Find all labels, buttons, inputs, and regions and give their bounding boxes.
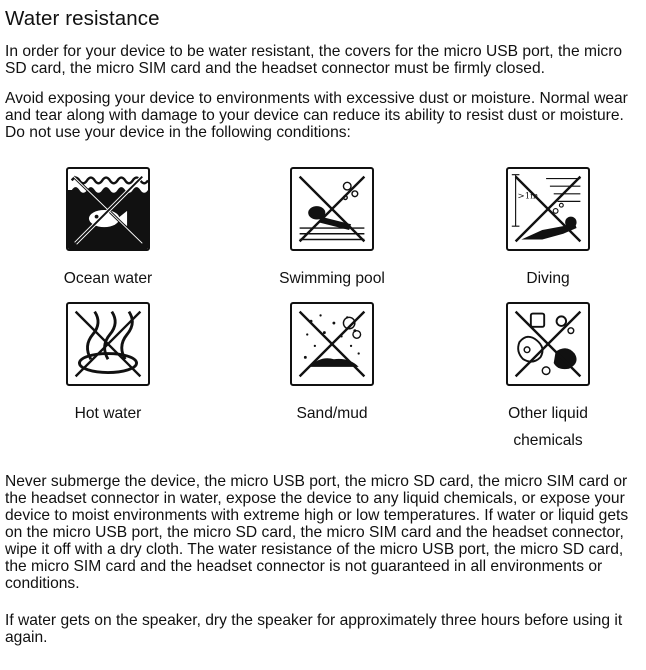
liquid-chemicals-icon <box>506 302 590 386</box>
condition-label: Ocean water <box>63 270 153 287</box>
condition-label: Hot water <box>74 405 142 422</box>
depth-label: >1m <box>517 191 539 202</box>
intro-paragraph: In order for your device to be water resistant, the covers for the micro USB port, the micro SD card, the micro SIM card and the headset connector must be firmly closed. <box>5 43 623 77</box>
condition-sand-mud <box>232 302 432 427</box>
diving-icon <box>506 167 590 251</box>
condition-label: Swimming pool <box>279 270 385 287</box>
condition-swimming-pool <box>232 167 432 292</box>
sand-mud-icon <box>290 302 374 386</box>
never-submerge-paragraph: Never submerge the device, the micro USB port, the micro SD card, the micro SIM card or the headset connector in water, expose the device to any liquid chemicals, or expose your device to moist environments with extreme high or low temperatures. If water or liquid gets on the micro USB port, the micro SD card, the micro SIM card and the headset connector, wipe it off with a dry cloth. The water resistance of the micro USB port, the micro SD card, the micro SIM card and the headset connector is not guaranteed in all environments or conditions. <box>5 473 629 592</box>
condition-label: Other liquid chemicals <box>508 405 588 449</box>
condition-ocean-water <box>8 167 208 292</box>
ocean-water-icon <box>66 167 150 251</box>
page-title: Water resistance <box>5 7 160 30</box>
swimming-pool-icon <box>290 167 374 251</box>
speaker-paragraph: If water gets on the speaker, dry the speaker for approximately three hours before using it again. <box>5 612 623 646</box>
avoid-paragraph: Avoid exposing your device to environments with excessive dust or moisture. Normal wear and tear along with damage to your device can reduce its ability to resist dust or moisture. Do not use your device in the following conditions: <box>5 90 628 141</box>
condition-label: Sand/mud <box>296 405 368 422</box>
hot-water-icon <box>66 302 150 386</box>
condition-hot-water <box>8 302 208 427</box>
condition-label: Diving <box>526 270 570 287</box>
condition-diving <box>448 167 646 292</box>
condition-liquid-chemicals <box>448 302 646 454</box>
